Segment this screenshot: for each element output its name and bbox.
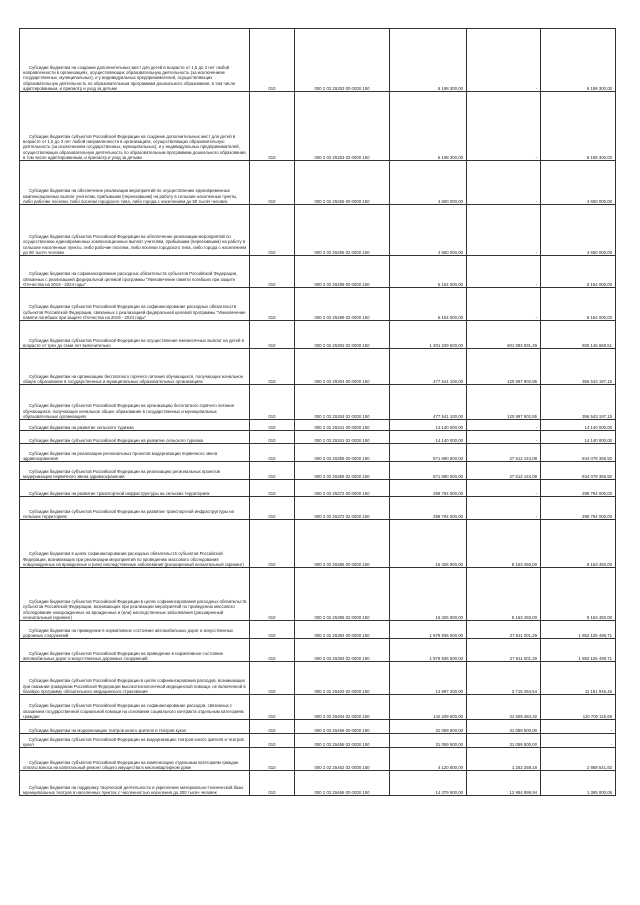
row-code-cell: 010 <box>250 621 295 639</box>
row-name-cell <box>20 385 250 420</box>
row-name-cell <box>20 734 250 748</box>
row-code-cell: 010 <box>250 288 295 321</box>
row-exec-cell: 601 083 931,49 <box>467 321 541 349</box>
row-exec-cell: - <box>467 161 541 205</box>
row-plan-cell: 6 198 300,00 <box>390 29 467 92</box>
row-plan-cell: 1 879 936 500,00 <box>390 639 467 662</box>
row-exec-cell: - <box>467 288 541 321</box>
table-row <box>20 695 616 720</box>
row-name-cell <box>20 92 250 161</box>
row-name-text: Субсидии бюджетам субъектов Российской Федерации на организацию бесплатного горячего питания обучающихся, получающих начальное общее образование в государственных и муниципальных образовательных организациях <box>23 403 235 419</box>
table-row <box>20 662 616 695</box>
row-code-cell: 010 <box>250 748 295 771</box>
row-plan-cell: 14 379 900,00 <box>390 771 467 796</box>
row-rest-cell: 6 198 300,00 <box>541 92 616 161</box>
row-name-cell <box>20 288 250 321</box>
row-code-cell: 010 <box>250 720 295 734</box>
row-kbk-cell: 000 2 02 25372 00 0000 150 <box>295 480 390 497</box>
row-name-text: Субсидии бюджетам на поддержку творческой деятельности и укрепление материально-технической базы муниципальных театров в населенных пунктах с численностью населения до 300 тысяч человек <box>23 784 244 795</box>
row-exec-cell: 31 059 500,00 <box>467 720 541 734</box>
row-name-text: Субсидии бюджетам на развитие сельского туризма <box>29 424 134 430</box>
row-name-cell <box>20 771 250 796</box>
table-row <box>20 321 616 349</box>
row-rest-cell: 4 650 000,00 <box>541 161 616 205</box>
row-name-text: Субсидии бюджетам субъектов Российской Федерации на создание дополнительных мест для детей в возрасте от 1,5 до 3 лет любой направленности в организациях, осуществляющих образовательную деятельность (за исключением государственных, муниципальных), и у индивидуальных предпринимателей, осуществляющих образовательную деятельность по образовательным программам дошкольного образования, в том числе адаптированным, и присмотр и уход за детьми <box>23 133 247 160</box>
row-name-text: Субсидии бюджетам субъектов Российской Федерации в целях софинансирования расходов, возникающих при оказании гражданам Российской Федерации высокотехнологичной медицинской помощи, не включенной в базовую программу обязательного медицинского страхования <box>23 678 246 694</box>
table-row <box>20 349 616 385</box>
row-exec-cell: 27 612 144,08 <box>467 444 541 462</box>
row-name-text: Субсидии бюджетам субъектов Российской Федерации на обеспечение реализации мероприятий по осуществлению единовременных компенсационных выплат учителям, прибывшим (переехавшим) на работу в сельские населенные пункты, либо рабочие поселки, либо поселки городского типа, либо города с населением до 50 тысяч человек <box>23 234 247 255</box>
row-kbk-cell: 000 2 02 25256 02 0000 150 <box>295 205 390 256</box>
row-code-cell: 010 <box>250 734 295 748</box>
row-name-text: Субсидии бюджетам субъектов Российской Федерации на приведение в нормативное состояние автомобильных дорог и искусственных дорожных сооружений <box>23 650 224 661</box>
row-exec-cell: 27 612 144,08 <box>467 462 541 480</box>
row-name-text: Субсидии бюджетам субъектов Российской Федерации на компенсацию отдельным категориям граждан оплаты взноса на капитальный ремонт общего имущества в многоквартирном доме <box>23 759 239 770</box>
row-name-text: Субсидии бюджетам субъектов Российской Федерации на реализацию региональных проектов модернизации первичного звена здравоохранения <box>23 468 220 479</box>
row-exec-cell: 12 984 899,94 <box>467 771 541 796</box>
row-rest-cell: 356 543 197,15 <box>541 385 616 420</box>
table-row <box>20 748 616 771</box>
row-name-cell <box>20 748 250 771</box>
row-kbk-cell: 000 2 02 25253 00 0000 150 <box>295 29 390 92</box>
row-code-cell: 010 <box>250 321 295 349</box>
row-kbk-cell: 000 2 02 25456 00 0000 150 <box>295 720 390 734</box>
table-row <box>20 431 616 444</box>
row-exec-cell: - <box>467 205 541 256</box>
row-name-cell <box>20 480 250 497</box>
row-kbk-cell: 000 2 02 25466 00 0000 150 <box>295 771 390 796</box>
table-row <box>20 256 616 288</box>
row-name-cell <box>20 621 250 639</box>
row-plan-cell: 1 201 229 600,00 <box>390 321 467 349</box>
row-code-cell: 010 <box>250 444 295 462</box>
row-name-cell <box>20 568 250 621</box>
row-rest-cell: 1 395 000,06 <box>541 771 616 796</box>
row-name-text: Субсидии бюджетам субъектов Российской Федерации на развитие транспортной инфраструктуры на сельских территориях <box>23 508 234 519</box>
row-name-cell <box>20 29 250 92</box>
table-row <box>20 161 616 205</box>
table-row <box>20 520 616 568</box>
row-name-text: Субсидии бюджетам на организацию бесплатного горячего питания обучающихся, получающих начальное общее образование в государственных и муниципальных образовательных организациях <box>23 373 244 384</box>
row-code-cell: 010 <box>250 431 295 444</box>
row-rest-cell: 6 198 300,00 <box>541 29 616 92</box>
row-name-text: Субсидии бюджетам на обеспечение реализации мероприятий по осуществлению единовременных компенсационных выплат учителям, прибывшим (переехавшим) на работу в сельские населенные пункты, либо рабочие поселки, либо поселки городского типа, либо города с населением до 50 тысяч человек <box>23 188 238 204</box>
row-kbk-cell: 000 2 02 25385 00 0000 150 <box>295 520 390 568</box>
row-kbk-cell: 000 2 02 25341 02 0000 150 <box>295 431 390 444</box>
row-rest-cell: 1 852 125 498,71 <box>541 621 616 639</box>
row-name-text: Субсидии бюджетам субъектов Российской Федерации в целях софинансирования расходных обязательств субъектов Российской Федерации, возникающих при реализации мероприятий по проведению массового обследования новорожденных на врожденные и (или) наследственные заболевания (расширенный неонатальный скрининг) <box>23 599 247 620</box>
row-name-cell <box>20 420 250 431</box>
row-exec-cell: - <box>467 420 541 431</box>
row-plan-cell: 4 650 000,00 <box>390 161 467 205</box>
row-rest-cell: 6 154 000,00 <box>541 288 616 321</box>
row-kbk-cell: 000 2 02 25299 02 0000 150 <box>295 288 390 321</box>
budget-table <box>19 28 616 796</box>
row-exec-cell: 8 163 450,00 <box>467 520 541 568</box>
row-plan-cell: 14 897 200,00 <box>390 662 467 695</box>
row-rest-cell: 299 794 000,00 <box>541 497 616 520</box>
row-code-cell: 010 <box>250 29 295 92</box>
row-name-text: Субсидии бюджетам на софинансирование расходных обязательств субъектов Российской Федерации, связанных с реализацией федеральной целевой программы "Увековечение памяти погибших при защите Отечества на 2019 - 2024 годы" <box>23 271 238 287</box>
row-rest-cell: 2 868 541,82 <box>541 748 616 771</box>
row-name-cell <box>20 349 250 385</box>
row-plan-cell: 1 879 936 500,00 <box>390 621 467 639</box>
row-name-cell <box>20 662 250 695</box>
row-exec-cell: 27 811 001,29 <box>467 639 541 662</box>
row-code-cell: 010 <box>250 639 295 662</box>
row-code-cell: 010 <box>250 385 295 420</box>
row-kbk-cell: 000 2 02 25365 02 0000 150 <box>295 462 390 480</box>
row-name-cell <box>20 720 250 734</box>
row-name-text: Субсидии бюджетам субъектов Российской Федерации на осуществление ежемесячных выплат на детей в возрасте от трех до семи лет включительно <box>23 337 244 348</box>
row-name-text: Субсидии бюджетам субъектов Российской Федерации на софинансирование расходов, связанных с оказанием государственной социальной помощи на основании социального контракта отдельным категориям граждан <box>23 703 244 719</box>
table-row <box>20 568 616 621</box>
row-rest-cell: 299 794 000,00 <box>541 480 616 497</box>
row-exec-cell: - <box>467 256 541 288</box>
row-rest-cell: 356 543 197,15 <box>541 349 616 385</box>
row-exec-cell: - <box>467 92 541 161</box>
row-name-cell <box>20 462 250 480</box>
row-plan-cell: 16 326 900,00 <box>390 520 467 568</box>
row-code-cell: 010 <box>250 771 295 796</box>
row-rest-cell: 844 078 355,92 <box>541 462 616 480</box>
table-row <box>20 734 616 748</box>
row-kbk-cell: 000 2 02 25385 02 0000 150 <box>295 568 390 621</box>
row-name-text: Субсидии бюджетам на реализацию региональных проектов модернизации первичного звена здравоохранения <box>23 450 218 461</box>
row-kbk-cell: 000 2 02 25304 00 0000 150 <box>295 349 390 385</box>
row-name-cell <box>20 205 250 256</box>
row-plan-cell: 477 541 100,00 <box>390 349 467 385</box>
row-plan-cell: 6 154 000,00 <box>390 256 467 288</box>
row-plan-cell: 6 198 300,00 <box>390 92 467 161</box>
row-kbk-cell: 000 2 02 25341 00 0000 150 <box>295 420 390 431</box>
table-row <box>20 29 616 92</box>
row-kbk-cell: 000 2 02 25372 02 0000 150 <box>295 497 390 520</box>
row-exec-cell: 1 252 258,18 <box>467 748 541 771</box>
row-exec-cell: 31 509 484,32 <box>467 695 541 720</box>
row-code-cell: 010 <box>250 420 295 431</box>
row-code-cell: 010 <box>250 662 295 695</box>
row-rest-cell: 6 154 000,00 <box>541 256 616 288</box>
row-code-cell: 010 <box>250 695 295 720</box>
row-code-cell: 010 <box>250 480 295 497</box>
row-exec-cell: - <box>467 480 541 497</box>
row-rest-cell: 844 078 355,92 <box>541 444 616 462</box>
row-plan-cell: 4 650 000,00 <box>390 205 467 256</box>
row-rest-cell: 14 140 000,00 <box>541 420 616 431</box>
row-code-cell: 010 <box>250 161 295 205</box>
table-row <box>20 720 616 734</box>
row-name-cell <box>20 639 250 662</box>
row-exec-cell: 3 715 254,54 <box>467 662 541 695</box>
table-row <box>20 639 616 662</box>
row-rest-cell: 14 140 000,00 <box>541 431 616 444</box>
row-plan-cell: 14 140 000,00 <box>390 431 467 444</box>
row-code-cell: 010 <box>250 205 295 256</box>
row-kbk-cell: 000 2 02 25394 02 0000 150 <box>295 639 390 662</box>
row-plan-cell: 31 059 500,00 <box>390 720 467 734</box>
row-kbk-cell: 000 2 02 25365 00 0000 150 <box>295 444 390 462</box>
row-plan-cell: 14 140 000,00 <box>390 420 467 431</box>
row-exec-cell: - <box>467 431 541 444</box>
row-name-cell <box>20 431 250 444</box>
row-name-text: Субсидии бюджетам на создание дополнительных мест для детей в возрасте от 1,5 до 3 лет любой направленности в организациях, осуществляющих образовательную деятельность (за исключением государственных, муниципальных), и у индивидуальных предпринимателей, осуществляющих образовательную деятельность по образовательным программам дошкольного образования, в том числе адаптированным, и присмотр и уход за детьми <box>23 64 236 91</box>
row-name-text: Субсидии бюджетам на модернизацию театров юного зрителя и театров кукол <box>29 727 187 733</box>
row-code-cell: 010 <box>250 568 295 621</box>
row-code-cell: 010 <box>250 520 295 568</box>
row-kbk-cell: 000 2 02 25462 02 0000 150 <box>295 748 390 771</box>
row-code-cell: 010 <box>250 256 295 288</box>
row-name-cell <box>20 444 250 462</box>
row-kbk-cell: 000 2 02 25304 02 0000 150 <box>295 385 390 420</box>
row-plan-cell: 4 120 800,00 <box>390 748 467 771</box>
row-plan-cell: 871 690 500,00 <box>390 444 467 462</box>
row-exec-cell: 120 997 902,85 <box>467 349 541 385</box>
row-plan-cell: 871 690 500,00 <box>390 462 467 480</box>
row-rest-cell: 110 700 115,68 <box>541 695 616 720</box>
budget-table-sheet <box>19 28 615 796</box>
row-rest-cell: 600 145 668,51 <box>541 321 616 349</box>
row-name-cell <box>20 520 250 568</box>
row-exec-cell: 8 163 450,00 <box>467 568 541 621</box>
table-row <box>20 385 616 420</box>
row-name-text: Субсидии бюджетам в целях софинансирования расходных обязательств субъектов Российской Федерации, возникающих при реализации мероприятий по проведению массового обследования новорожденных на врожденные и (или) наследственные заболевания (расширенный неонатальный скрининг) <box>23 551 244 567</box>
row-kbk-cell: 000 2 02 25302 02 0000 150 <box>295 321 390 349</box>
row-name-text: Субсидии бюджетам субъектов Российской Федерации на модернизацию театров юного зрителя и театров кукол <box>23 736 244 747</box>
row-plan-cell: 477 541 100,00 <box>390 385 467 420</box>
table-row <box>20 771 616 796</box>
table-row <box>20 497 616 520</box>
table-row <box>20 462 616 480</box>
row-exec-cell: - <box>467 29 541 92</box>
table-row <box>20 621 616 639</box>
row-kbk-cell: 000 2 02 25253 02 0000 150 <box>295 92 390 161</box>
row-code-cell: 010 <box>250 92 295 161</box>
row-code-cell: 010 <box>250 497 295 520</box>
row-rest-cell: 8 163 450,00 <box>541 520 616 568</box>
row-name-cell <box>20 695 250 720</box>
row-plan-cell: 299 794 000,00 <box>390 480 467 497</box>
row-code-cell: 010 <box>250 462 295 480</box>
table-row <box>20 205 616 256</box>
row-kbk-cell: 000 2 02 25299 00 0000 150 <box>295 256 390 288</box>
row-rest-cell: - <box>541 734 616 748</box>
table-row <box>20 288 616 321</box>
row-exec-cell: 31 059 500,00 <box>467 734 541 748</box>
row-plan-cell: 142 209 600,00 <box>390 695 467 720</box>
row-rest-cell: 4 650 000,00 <box>541 205 616 256</box>
row-exec-cell: 27 811 001,29 <box>467 621 541 639</box>
table-row <box>20 420 616 431</box>
row-plan-cell: 31 059 500,00 <box>390 734 467 748</box>
row-rest-cell: 8 163 450,00 <box>541 568 616 621</box>
row-kbk-cell: 000 2 02 25394 00 0000 150 <box>295 621 390 639</box>
row-name-cell <box>20 256 250 288</box>
row-name-text: Субсидии бюджетам субъектов Российской Федерации на развитие сельского туризма <box>29 437 203 443</box>
row-name-cell <box>20 161 250 205</box>
row-plan-cell: 16 326 900,00 <box>390 568 467 621</box>
row-name-cell <box>20 321 250 349</box>
row-exec-cell: - <box>467 497 541 520</box>
row-name-text: Субсидии бюджетам на развитие транспортной инфраструктуры на сельских территориях <box>29 490 210 496</box>
row-rest-cell: - <box>541 720 616 734</box>
row-name-text: Субсидии бюджетам на приведение в нормативное состояние автомобильных дорог и искусственных дорожных сооружений <box>23 627 234 638</box>
row-kbk-cell: 000 2 02 25256 00 0000 150 <box>295 161 390 205</box>
row-rest-cell: 11 181 945,46 <box>541 662 616 695</box>
row-code-cell: 010 <box>250 349 295 385</box>
row-name-text: Субсидии бюджетам субъектов Российской Федерации на софинансирование расходных обязательств субъектов Российской Федерации, связанных с реализацией федеральной целевой программы "Увековечение памяти погибших при защите Отечества на 2019 - 2024 годы" <box>23 304 246 320</box>
row-plan-cell: 6 154 000,00 <box>390 288 467 321</box>
row-kbk-cell: 000 2 02 25456 02 0000 150 <box>295 734 390 748</box>
table-row <box>20 480 616 497</box>
row-plan-cell: 299 794 000,00 <box>390 497 467 520</box>
row-exec-cell: 120 997 902,85 <box>467 385 541 420</box>
table-row <box>20 444 616 462</box>
row-kbk-cell: 000 2 02 25402 02 0000 150 <box>295 662 390 695</box>
table-row <box>20 92 616 161</box>
row-kbk-cell: 000 2 02 25404 02 0000 150 <box>295 695 390 720</box>
row-rest-cell: 1 852 125 498,71 <box>541 639 616 662</box>
row-name-cell <box>20 497 250 520</box>
